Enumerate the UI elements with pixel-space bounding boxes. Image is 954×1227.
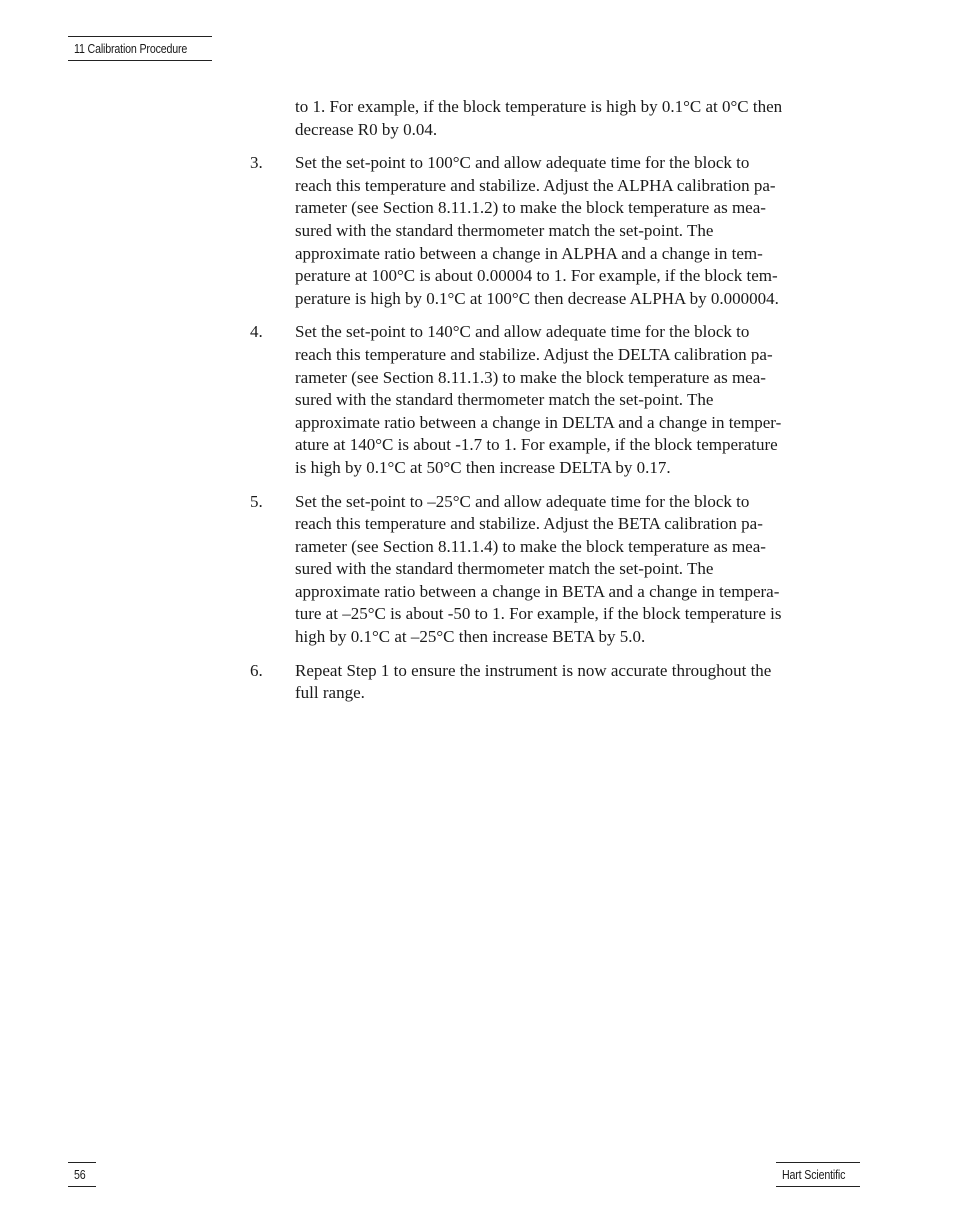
running-header (68, 36, 212, 61)
text-line: sured with the standard thermometer match the set-point. The (295, 220, 714, 240)
text-line: rameter (see Section 8.11.1.3) to make the block temperature as mea- (295, 367, 766, 387)
text-line: rameter (see Section 8.11.1.2) to make the block temperature as mea- (295, 198, 766, 218)
text-line: ature at 140°C is about -1.7 to 1. For example, if the block temperature (295, 435, 778, 455)
step-text (295, 491, 850, 649)
text-line: is high by 0.1°C at 50°C then increase DELTA by 0.17. (295, 457, 671, 477)
company-footer (776, 1162, 860, 1187)
text-line: full range. (295, 683, 365, 703)
step-text (295, 152, 850, 310)
text-line: reach this temperature and stabilize. Adjust the ALPHA calibration pa- (295, 175, 776, 195)
step-5 (250, 491, 850, 649)
step-number: 6. (250, 660, 263, 680)
company-name: Hart Scientific (782, 1167, 846, 1182)
step-text (295, 321, 850, 479)
step-text (295, 660, 850, 705)
text-line: approximate ratio between a change in DELTA and a change in temper- (295, 412, 782, 432)
text-line: Set the set-point to 100°C and allow adequate time for the block to (295, 153, 750, 173)
procedure-body (250, 96, 850, 716)
text-line: approximate ratio between a change in ALPHA and a change in tem- (295, 243, 763, 263)
step-4 (250, 321, 850, 479)
text-line: approximate ratio between a change in BETA and a change in tempera- (295, 581, 780, 601)
section-title: 11 Calibration Procedure (74, 41, 188, 56)
step-3 (250, 152, 850, 310)
text-line: rameter (see Section 8.11.1.4) to make the block temperature as mea- (295, 536, 766, 556)
text-line: sured with the standard thermometer match the set-point. The (295, 390, 714, 410)
text-line: Set the set-point to 140°C and allow adequate time for the block to (295, 322, 750, 342)
continued-paragraph (295, 96, 850, 141)
step-number: 4. (250, 322, 263, 342)
page-number: 56 (74, 1167, 86, 1182)
text-line: decrease R0 by 0.04. (295, 119, 438, 139)
text-line: sured with the standard thermometer match the set-point. The (295, 559, 714, 579)
step-number: 3. (250, 153, 263, 173)
text-line: to 1. For example, if the block temperature is high by 0.1°C at 0°C then (295, 97, 783, 116)
text-line: reach this temperature and stabilize. Adjust the DELTA calibration pa- (295, 344, 773, 364)
page-number-footer (68, 1162, 96, 1187)
text-line: reach this temperature and stabilize. Adjust the BETA calibration pa- (295, 514, 763, 534)
step-6 (250, 660, 850, 705)
text-line: perature at 100°C is about 0.00004 to 1. For example, if the block tem- (295, 266, 778, 286)
text-line: high by 0.1°C at –25°C then increase BETA by 5.0. (295, 627, 646, 647)
step-number: 5. (250, 491, 263, 511)
text-line: Repeat Step 1 to ensure the instrument is now accurate throughout the (295, 660, 772, 680)
text-line: Set the set-point to –25°C and allow adequate time for the block to (295, 491, 750, 511)
text-line: ture at –25°C is about -50 to 1. For example, if the block temperature is (295, 604, 782, 624)
text-line: perature is high by 0.1°C at 100°C then decrease ALPHA by 0.000004. (295, 288, 779, 308)
